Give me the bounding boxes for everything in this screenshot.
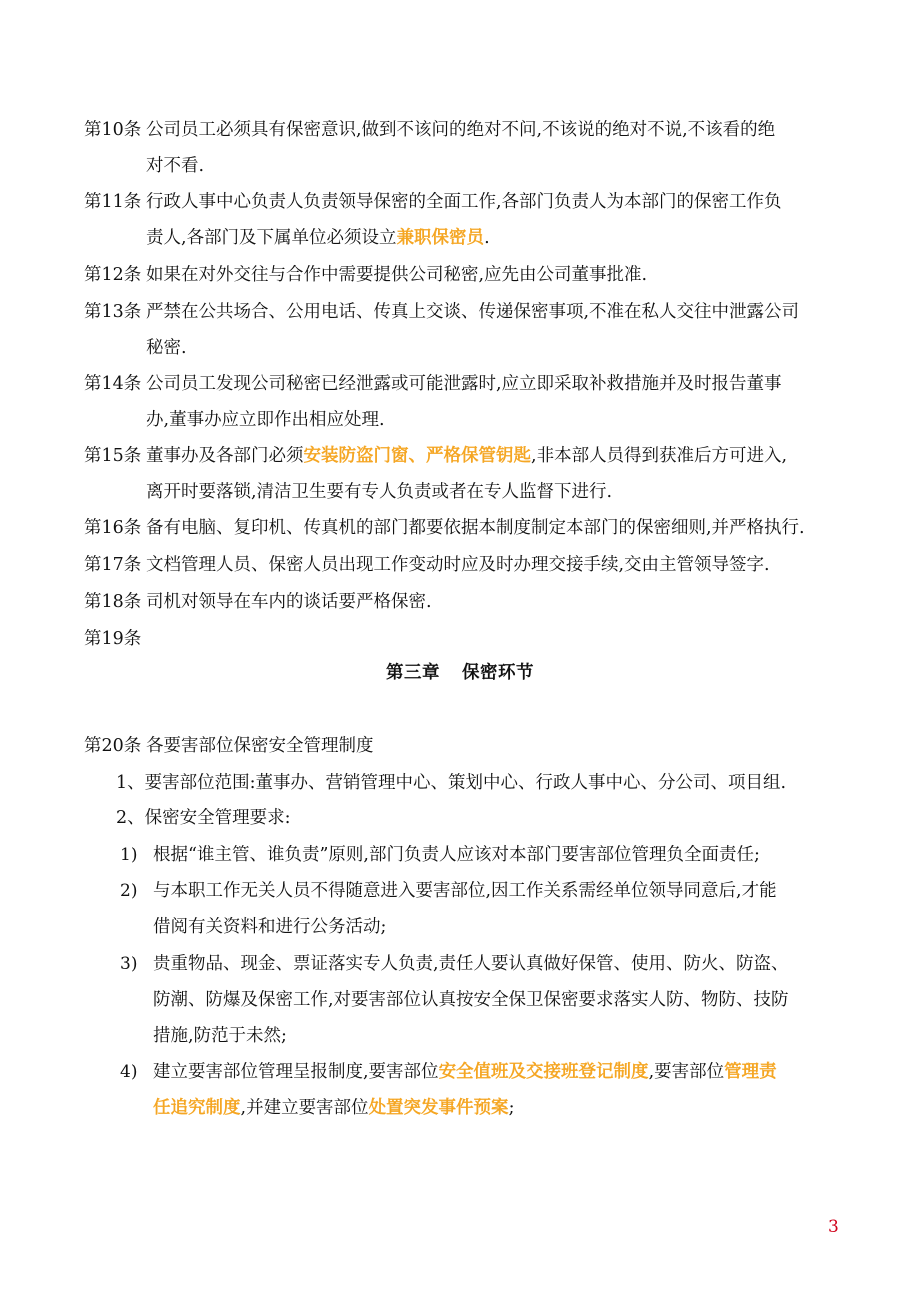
section-1: 1、要害部位范围:董事办、营销管理中心、策划中心、行政人事中心、分公司、项目组. <box>116 773 787 793</box>
text-segment: ,并建立要害部位 <box>240 1098 369 1118</box>
item-line: 借阅有关资料和进行公务活动; <box>153 917 387 937</box>
page-number: 3 <box>828 1217 839 1237</box>
chapter-heading <box>0 655 920 691</box>
item-line <box>153 1054 838 1090</box>
article-text-line2: 离开时要落锁,清洁卫生要有专人负责或者在专人监督下进行. <box>146 482 613 502</box>
item-number: 2) <box>120 881 138 901</box>
article-number: 第19条 <box>84 629 142 649</box>
article-text-line2: 秘密. <box>146 338 187 358</box>
article-10 <box>84 112 840 184</box>
article-text-line1: 如果在对外交往与合作中需要提供公司秘密,应先由公司董事批准. <box>146 265 648 285</box>
text-segment: 责人,各部门及下属单位必须设立 <box>146 228 397 248</box>
item-line: 与本职工作无关人员不得随意进入要害部位,因工作关系需经单位领导同意后,才能 <box>153 881 777 901</box>
highlight-text: 任追究制度 <box>153 1098 241 1118</box>
article-number: 第11条 <box>84 192 142 212</box>
article-number: 第13条 <box>84 302 142 322</box>
article-number: 第16条 <box>84 518 142 538</box>
item-number: 3) <box>120 954 138 974</box>
article-18 <box>84 584 840 620</box>
article-text-line2 <box>84 220 840 256</box>
chapter-number: 第三章 <box>386 663 440 683</box>
highlight-text: 兼职保密员 <box>396 228 485 248</box>
article-20 <box>84 728 840 764</box>
text-segment: ,要害部位 <box>648 1062 725 1082</box>
highlight-text: 安装防盗门窗、严格保管钥匙 <box>303 446 531 466</box>
article-11 <box>84 184 840 256</box>
item-2-text <box>153 873 838 945</box>
article-number: 第14条 <box>84 374 142 394</box>
text-segment: ,非本部人员得到获准后方可进入, <box>531 446 788 466</box>
article-number: 第17条 <box>84 555 142 575</box>
item-line: 防潮、防爆及保密工作,对要害部位认真按安全保卫保密要求落实人防、物防、技防 <box>153 990 789 1010</box>
article-text-line1: 文档管理人员、保密人员出现工作变动时应及时办理交接手续,交由主管领导签字. <box>146 555 770 575</box>
item-number: 4) <box>120 1062 138 1082</box>
article-12 <box>84 257 840 293</box>
article-text-line1: 公司员工发现公司秘密已经泄露或可能泄露时,应立即采取补救措施并及时报告董事 <box>146 374 782 394</box>
article-19 <box>84 621 840 657</box>
article-text-line1: 备有电脑、复印机、传真机的部门都要依据本制度制定本部门的保密细则,并严格执行. <box>146 518 805 538</box>
article-number: 第20条 <box>84 736 142 756</box>
article-13 <box>84 294 840 366</box>
article-text-line1: 行政人事中心负责人负责领导保密的全面工作,各部门负责人为本部门的保密工作负 <box>146 192 782 212</box>
article-17 <box>84 547 840 583</box>
article-number: 第18条 <box>84 592 142 612</box>
item-1-text: 根据“谁主管、谁负责”原则,部门负责人应该对本部门要害部位管理负全面责任; <box>153 845 760 865</box>
article-title: 各要害部位保密安全管理制度 <box>146 736 374 756</box>
text-segment: ; <box>508 1098 515 1118</box>
item-4-text <box>153 1054 838 1126</box>
article-number: 第12条 <box>84 265 142 285</box>
highlight-text: 安全值班及交接班登记制度 <box>438 1062 649 1082</box>
article-text-line1: 公司员工必须具有保密意识,做到不该问的绝对不问,不该说的绝对不说,不该看的绝 <box>146 120 776 140</box>
item-line <box>153 1090 838 1126</box>
article-number: 第10条 <box>84 120 142 140</box>
highlight-text: 处置突发事件预案 <box>368 1098 509 1118</box>
article-number: 第15条 <box>84 446 142 466</box>
item-3-text <box>153 946 838 1054</box>
item-number: 1) <box>120 845 138 865</box>
text-segment: 董事办及各部门必须 <box>146 446 304 466</box>
section-2: 2、保密安全管理要求: <box>116 808 291 828</box>
text-segment: 建立要害部位管理呈报制度,要害部位 <box>153 1062 439 1082</box>
article-16 <box>84 510 840 546</box>
item-line: 措施,防范于未然; <box>153 1026 287 1046</box>
item-line: 贵重物品、现金、票证落实专人负责,责任人要认真做好保管、使用、防火、防盗、 <box>153 954 789 974</box>
article-text-line1: 严禁在公共场合、公用电话、传真上交谈、传递保密事项,不准在私人交往中泄露公司 <box>146 302 800 322</box>
article-text-line2: 对不看. <box>146 156 205 176</box>
article-text-line1: 司机对领导在车内的谈话要严格保密. <box>146 592 432 612</box>
article-text-line2: 办,董事办应立即作出相应处理. <box>146 410 385 430</box>
article-15 <box>84 438 840 510</box>
chapter-title: 保密环节 <box>462 663 534 683</box>
article-14 <box>84 366 840 438</box>
highlight-text: 管理责 <box>724 1062 777 1082</box>
text-segment: . <box>484 228 490 248</box>
